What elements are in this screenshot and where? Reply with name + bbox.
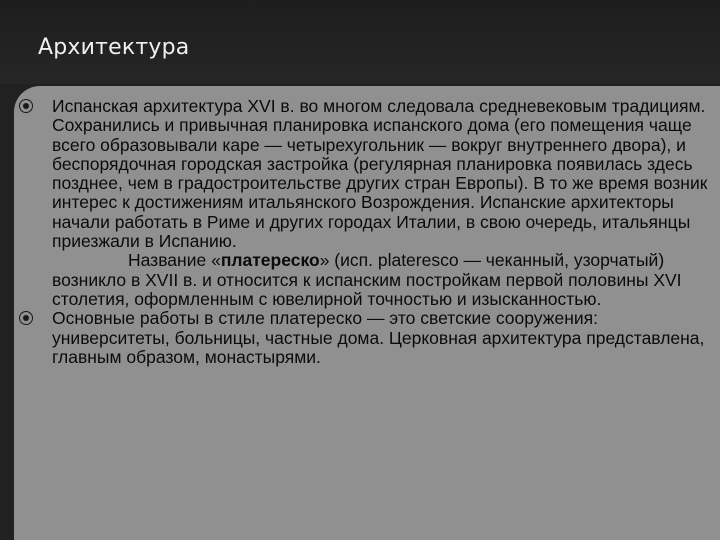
bullet-1-text: Испанская архитектура XVI в. во многом следовала средневековым традициям. Сохранились и привычная планировка испанского дома (его помещения чаще всего образовывали каре — четырехугольник — вокруг внутреннего двора), и беспорядочная городская застройка (регулярная планировка появилась здесь позднее, чем в градостроительстве других стран Европы). В то же время возник интерес к достижениям итальянского Возрождения. Испанские архитекторы начали работать в Риме и других городах Италии, в свою очередь, итальянцы приезжали в Испанию.	[52, 96, 708, 252]
slide-title: Архитектура	[38, 35, 190, 60]
bullet-item-2	[52, 309, 714, 367]
continuation-before: Название «	[128, 250, 221, 271]
circle-bullet-icon	[19, 99, 33, 113]
bullet-1-continuation	[52, 251, 714, 309]
bullet-item-1	[52, 97, 714, 251]
content-body	[52, 97, 714, 367]
plateresco-term: платереско	[220, 250, 320, 271]
bullet-2-text: Основные работы в стиле платереско — это светские сооружения: университеты, больницы, частные дома. Церковная архитектура представлена, главным образом, монастырями.	[52, 308, 705, 367]
continuation-after: » (исп. plateresco — чеканный, узорчатый) возникло в XVII в. и относится к испанским постройкам первой половины XVI столетия, оформленным с ювелирной точностью и изысканностью.	[52, 250, 682, 309]
